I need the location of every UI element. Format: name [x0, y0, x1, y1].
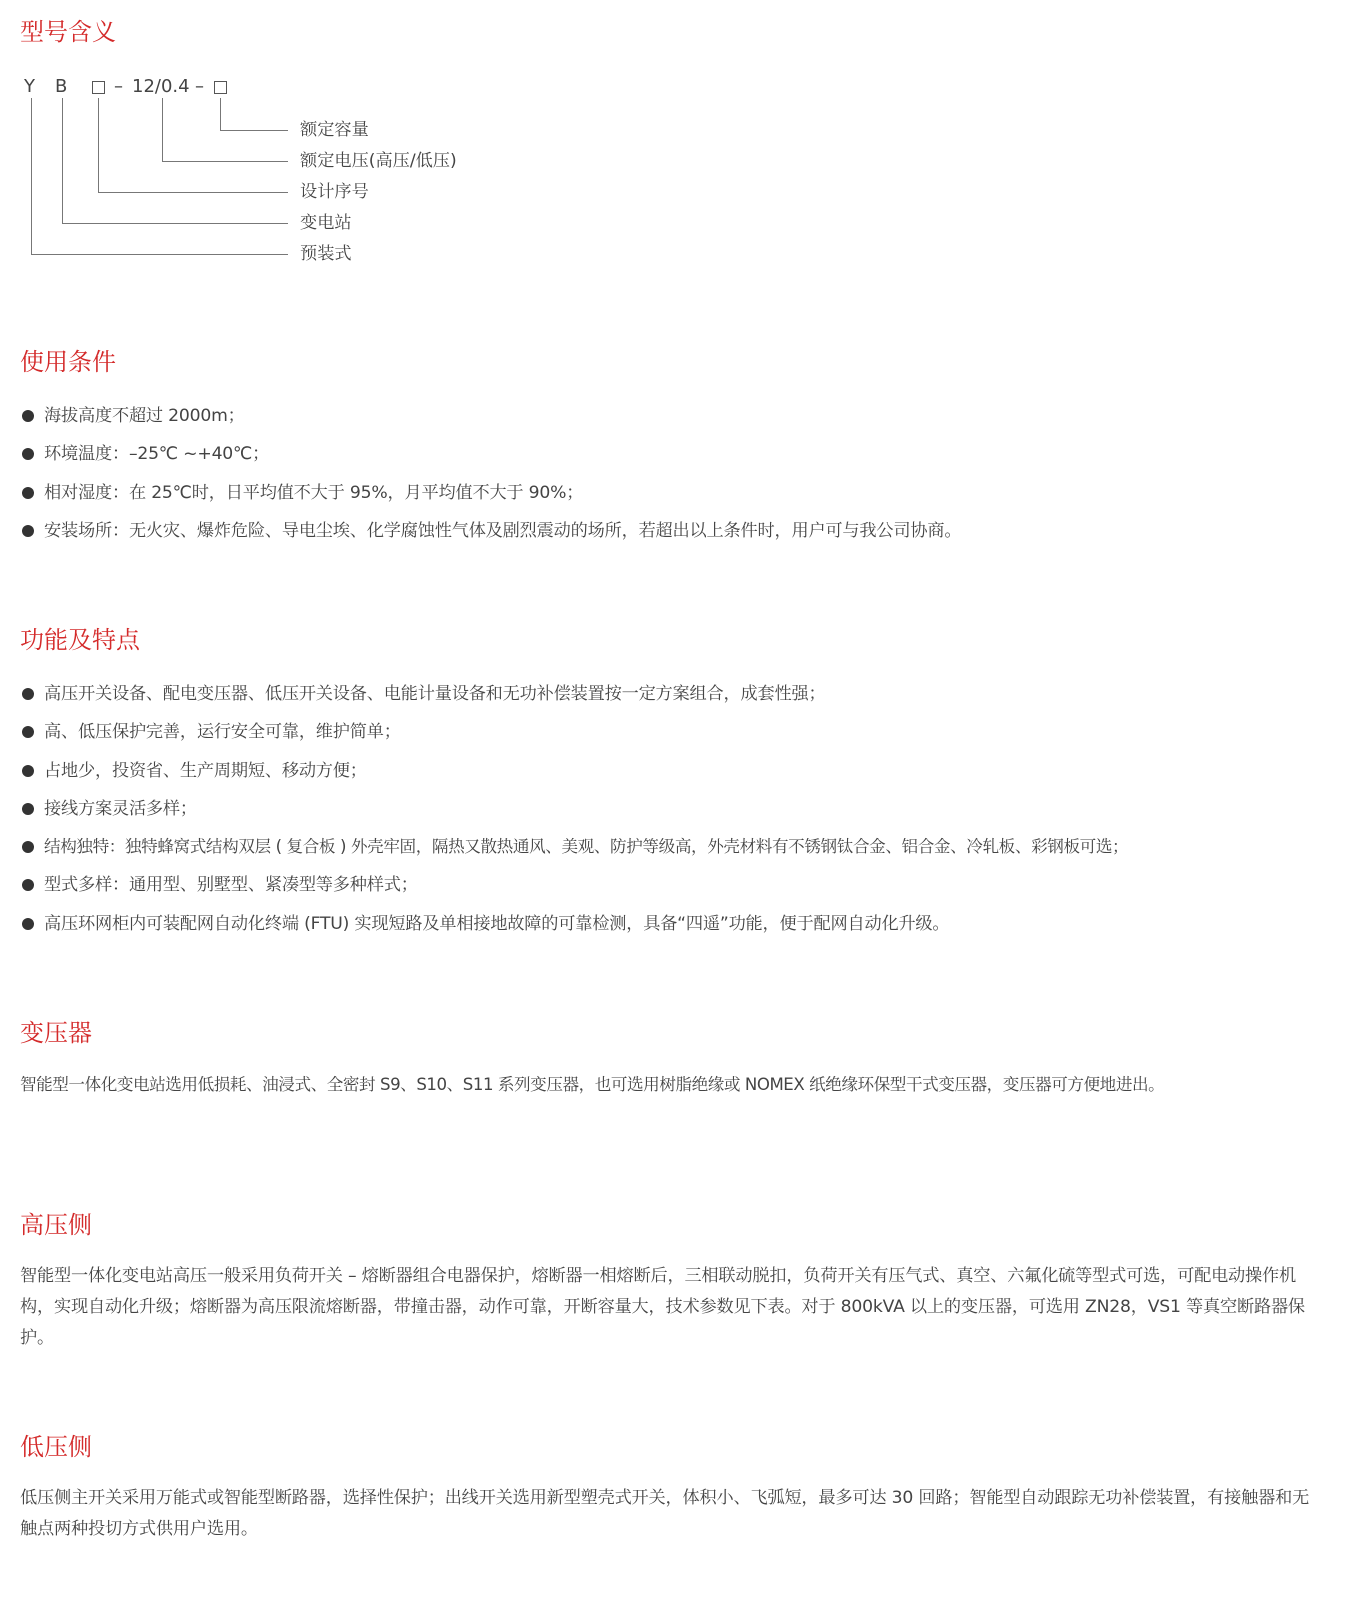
list-item-text: 高压开关设备、配电变压器、低压开关设备、电能计量设备和无功补偿装置按一定方案组合，成套性强；: [44, 684, 826, 704]
code-box-design-number: [92, 81, 105, 94]
label-substation: 变电站: [300, 213, 352, 233]
list-item-text: 安装场所：无火灾、爆炸危险、导电尘埃、化学腐蚀性气体及剧烈震动的场所，若超出以上条件时，用户可与我公司协商。: [44, 520, 962, 541]
code-dash-1: –: [114, 76, 123, 97]
connector-design-horizontal: [98, 192, 288, 193]
connector-capacity-horizontal: [220, 130, 288, 131]
connector-capacity-vertical: [220, 98, 221, 130]
label-prefabricated: 预装式: [300, 244, 352, 264]
bullet-icon: [22, 726, 34, 738]
transformer-paragraph: 智能型一体化变电站选用低损耗、油浸式、全密封 S9、S10、S11 系列变压器，也可选用树脂绝缘或 NOMEX 纸绝缘环保型干式变压器，变压器可方便地进出。: [20, 1075, 1165, 1094]
section-title-model: 型号含义: [20, 18, 116, 46]
list-item-text: 高压环网柜内可装配网自动化终端 (FTU) 实现短路及单相接地故障的可靠检测，具备“四遥”功能，便于配网自动化升级。: [44, 913, 950, 934]
code-letter-y: Y: [24, 76, 35, 97]
list-item-text: 高、低压保护完善，运行安全可靠，维护简单；: [44, 722, 401, 743]
connector-prefab-vertical: [31, 98, 32, 254]
list-item-text: 环境温度：–25℃ ~+40℃；: [44, 444, 270, 465]
connector-prefab-horizontal: [31, 254, 288, 255]
list-item: [22, 905, 1128, 943]
label-rated-voltage: 额定电压(高压/低压): [300, 151, 457, 171]
label-rated-capacity: 额定容量: [300, 120, 369, 140]
connector-voltage-vertical: [162, 98, 163, 161]
code-letter-b: B: [55, 76, 68, 97]
list-item: [22, 828, 1128, 866]
bullet-icon: [22, 487, 34, 499]
conditions-list: [22, 397, 961, 550]
list-item: [22, 675, 1128, 713]
bullet-icon: [22, 525, 34, 537]
bullet-icon: [22, 879, 34, 891]
bullet-icon: [22, 410, 34, 422]
section-title-high-voltage: 高压侧: [20, 1211, 92, 1239]
connector-design-vertical: [98, 98, 99, 192]
connector-substation-vertical: [62, 98, 63, 223]
features-list: [22, 675, 1128, 943]
list-item: [22, 397, 961, 435]
section-title-low-voltage: 低压侧: [20, 1433, 92, 1461]
code-box-capacity: [214, 81, 227, 94]
bullet-icon: [22, 918, 34, 930]
list-item: [22, 790, 1128, 828]
list-item: [22, 713, 1128, 751]
list-item-text: 占地少，投资省、生产周期短、移动方便；: [44, 760, 367, 781]
connector-substation-horizontal: [62, 223, 288, 224]
label-design-number: 设计序号: [300, 182, 369, 202]
list-item-text: 结构独特：独特蜂窝式结构双层 ( 复合板 ) 外壳牢固，隔热又散热通风、美观、防护等级高，外壳材料有不锈钢钛合金、铝合金、冷轧板、彩钢板可选；: [44, 837, 1129, 857]
bullet-icon: [22, 448, 34, 460]
code-dash-2: –: [195, 76, 204, 97]
list-item-text: 接线方案灵活多样；: [44, 798, 197, 819]
bullet-icon: [22, 688, 34, 700]
list-item: [22, 866, 1128, 904]
list-item-text: 相对湿度：在 25℃时，日平均值不大于 95%，月平均值不大于 90%；: [44, 482, 584, 503]
section-title-transformer: 变压器: [20, 1019, 92, 1047]
bullet-icon: [22, 803, 34, 815]
list-item: [22, 512, 961, 550]
list-item: [22, 752, 1128, 790]
section-title-features: 功能及特点: [20, 626, 140, 654]
bullet-icon: [22, 765, 34, 777]
low-voltage-paragraph: 低压侧主开关采用万能式或智能型断路器，选择性保护；出线开关选用新型塑壳式开关，体积小、飞弧短，最多可达 30 回路；智能型自动跟踪无功补偿装置，有接触器和无触点两种投切方式供用户选用。: [20, 1488, 1310, 1539]
list-item: [22, 474, 961, 512]
list-item-text: 海拔高度不超过 2000m；: [44, 406, 245, 426]
connector-voltage-horizontal: [162, 161, 288, 162]
list-item-text: 型式多样：通用型、别墅型、紧凑型等多种样式；: [44, 875, 418, 896]
bullet-icon: [22, 841, 34, 853]
high-voltage-paragraph: 智能型一体化变电站高压一般采用负荷开关 – 熔断器组合电器保护，熔断器一相熔断后，三相联动脱扣，负荷开关有压气式、真空、六氟化硫等型式可选，可配电动操作机构，实现自动化升级；熔断器为高压限流熔断器，带撞击器，动作可靠，开断容量大，技术参数见下表。对于 800kVA 以上的变压器，可选用 ZN28，VS1 等真空断路器保护。: [20, 1266, 1305, 1348]
code-voltage: 12/0.4: [132, 76, 190, 97]
list-item: [22, 435, 961, 473]
section-title-conditions: 使用条件: [20, 348, 116, 376]
